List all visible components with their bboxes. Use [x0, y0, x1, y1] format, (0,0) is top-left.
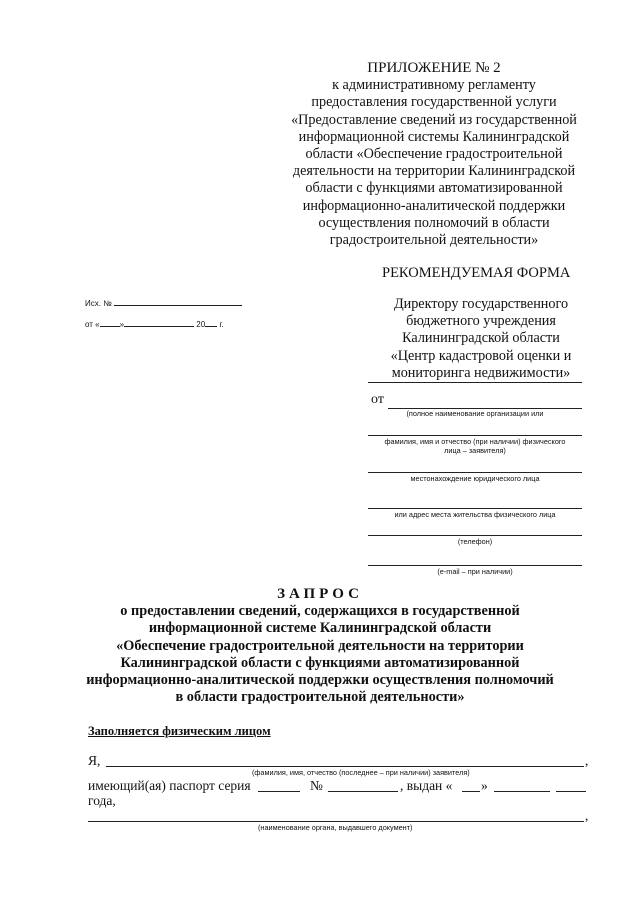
date-suffix: г.	[219, 320, 224, 329]
from-caption-name: фамилия, имя и отчество (при наличии) физического	[384, 437, 566, 446]
request-line: информационно-аналитической поддержки осуществления полномочий	[86, 672, 554, 689]
from-address-field[interactable]	[368, 508, 582, 509]
addressee-line: бюджетного учреждения	[406, 313, 556, 330]
passport-number-field[interactable]	[328, 791, 398, 792]
issued-label: , выдан «	[400, 778, 453, 793]
outgoing-number-row	[85, 296, 242, 308]
section-individual-title: Заполняется физическим лицом	[88, 724, 271, 738]
appendix-line: деятельности на территории Калининградской	[292, 163, 576, 180]
request-line: в области градостроительной деятельности»	[175, 689, 465, 706]
appendix-line: осуществления полномочий в области	[318, 214, 550, 231]
from-caption-org: (полное наименование организации или	[406, 409, 544, 418]
appendix-line: предоставления государственной услуги	[311, 94, 557, 111]
request-title: ЗАПРОС	[277, 586, 363, 602]
date-month-field[interactable]	[124, 317, 194, 327]
request-subject	[80, 603, 560, 707]
from-phone-field[interactable]	[368, 535, 582, 536]
date-year-prefix: 20	[196, 320, 206, 329]
from-location-field[interactable]	[368, 472, 582, 473]
addressee-block	[368, 296, 594, 382]
comma-mark: ,	[585, 808, 589, 823]
appendix-line: «Предоставление сведений из государственной	[291, 111, 577, 128]
appendix-line: области с функциями автоматизированной	[305, 180, 563, 197]
applicant-name-caption: (фамилия, имя, отчество (последнее – при наличии) заявителя)	[252, 768, 470, 777]
date-prefix: от «	[85, 320, 100, 329]
date-day-field[interactable]	[100, 317, 120, 327]
request-line: Калининградской области с функциями автоматизированной	[120, 654, 520, 671]
appendix-line: информационной системы Калининградской	[298, 128, 570, 145]
outgoing-number-label: Исх. №	[85, 299, 112, 308]
addressee-underline	[368, 382, 582, 383]
applicant-name-field[interactable]	[106, 766, 584, 767]
passport-label: имеющий(ая) паспорт серия	[88, 778, 251, 793]
request-line: о предоставлении сведений, содержащихся в государственной	[120, 603, 520, 619]
addressee-line: «Центр кадастровой оценки и	[390, 347, 572, 364]
from-caption-phone: (телефон)	[457, 537, 493, 546]
from-name-field[interactable]	[368, 435, 582, 436]
issued-close: »	[481, 778, 488, 793]
date-mid: »	[119, 320, 125, 329]
from-caption-address: или адрес места жительства физического лица	[394, 510, 556, 519]
outgoing-number-field[interactable]	[114, 296, 242, 306]
issued-day-field[interactable]	[462, 791, 480, 792]
appendix-block	[250, 60, 618, 249]
from-label: от	[371, 392, 384, 407]
request-line: «Обеспечение градостроительной деятельности на территории	[116, 637, 524, 654]
outgoing-date-row	[85, 317, 224, 329]
issuing-authority-field[interactable]	[88, 821, 584, 822]
passport-number-label: №	[310, 778, 323, 793]
comma-mark: ,	[585, 753, 589, 768]
request-line: информационной системе Калининградской области	[148, 620, 492, 637]
appendix-heading: ПРИЛОЖЕНИЕ № 2	[367, 60, 501, 76]
year-label: года,	[88, 793, 116, 808]
issuing-authority-caption: (наименование органа, выдавшего документ)	[258, 823, 413, 832]
passport-series-field[interactable]	[258, 791, 300, 792]
from-caption-location: местонахождение юридического лица	[410, 474, 540, 483]
issued-year-field[interactable]	[556, 791, 586, 792]
recommended-form-label: РЕКОМЕНДУЕМАЯ ФОРМА	[382, 265, 571, 281]
appendix-line: области «Обеспечение градостроительной	[305, 146, 563, 163]
from-email-field[interactable]	[368, 565, 582, 566]
addressee-line: мониторинга недвижимости»	[391, 364, 571, 381]
appendix-line: информационно-аналитической поддержки	[302, 197, 566, 214]
from-caption-email: (e-mail – при наличии)	[437, 567, 513, 576]
addressee-line: Директору государственного	[393, 296, 569, 312]
appendix-line: к административному регламенту	[332, 77, 536, 94]
date-year-field[interactable]	[205, 317, 217, 327]
appendix-line: градостроительной деятельности»	[329, 232, 539, 249]
addressee-line: Калининградской области	[402, 330, 560, 347]
i-label: Я,	[88, 753, 101, 768]
from-caption-applicant: лица – заявителя)	[444, 446, 506, 455]
issued-month-field[interactable]	[494, 791, 550, 792]
